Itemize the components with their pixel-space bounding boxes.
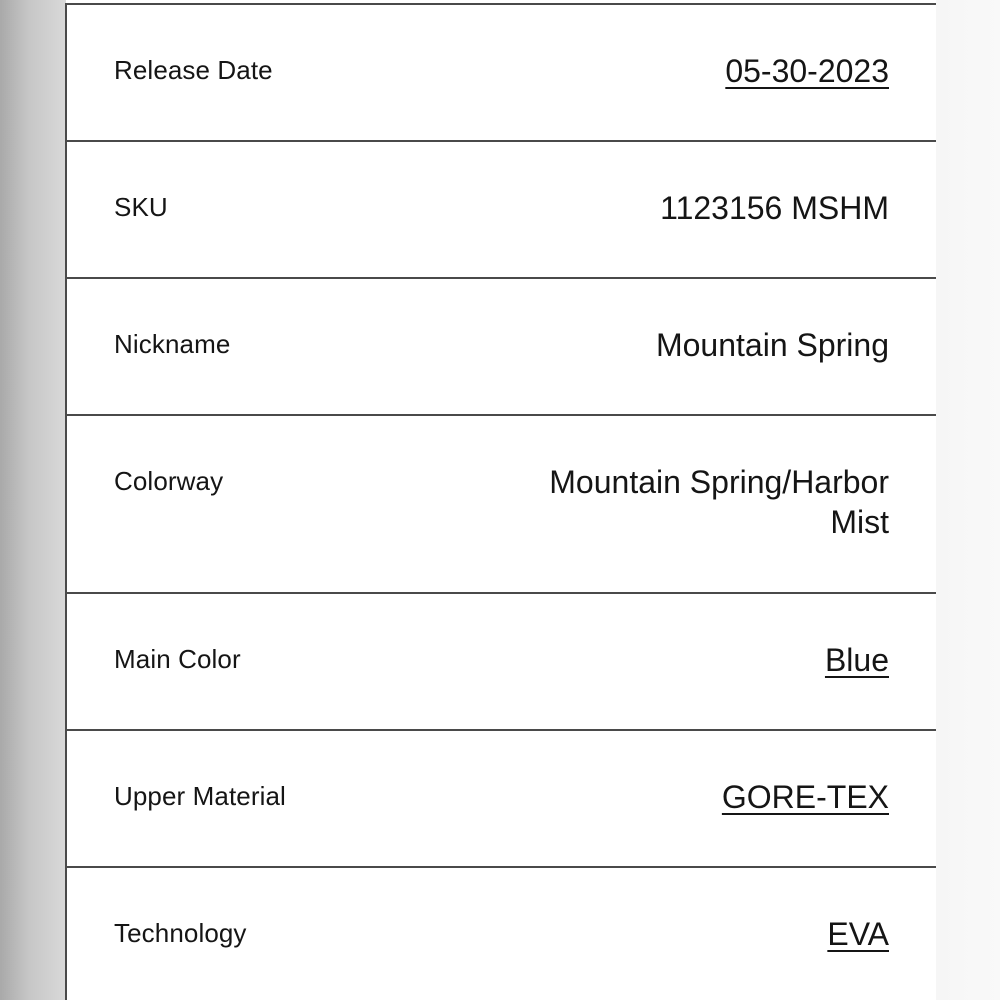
product-spec-table [65, 3, 936, 1000]
left-page-shadow [0, 0, 66, 1000]
right-page-margin [936, 0, 1000, 1000]
spec-row-main-color [67, 594, 936, 731]
spec-row-sku [67, 142, 936, 279]
spec-label-technology: Technology [114, 918, 247, 948]
spec-row-colorway [67, 416, 936, 594]
spec-label-main-color: Main Color [114, 644, 241, 674]
spec-row-upper-material [67, 731, 936, 868]
sku-value: 1123156 MSHM [660, 190, 889, 226]
main-color-link[interactable]: Blue [824, 642, 889, 678]
technology-link[interactable]: EVA [827, 916, 889, 952]
upper-material-link[interactable]: GORE-TEX [721, 779, 889, 815]
spec-label-release-date: Release Date [114, 55, 273, 85]
spec-row-nickname [67, 279, 936, 416]
spec-label-sku: SKU [114, 192, 168, 222]
spec-label-colorway: Colorway [114, 466, 224, 496]
colorway-value: Mountain Spring/Harbor Mist [549, 464, 889, 540]
release-date-link[interactable]: 05-30-2023 [725, 53, 889, 89]
spec-row-technology [67, 868, 936, 1000]
spec-label-nickname: Nickname [114, 329, 231, 359]
spec-row-release-date [67, 5, 936, 142]
nickname-value: Mountain Spring [655, 327, 889, 363]
spec-label-upper-material: Upper Material [114, 781, 286, 811]
